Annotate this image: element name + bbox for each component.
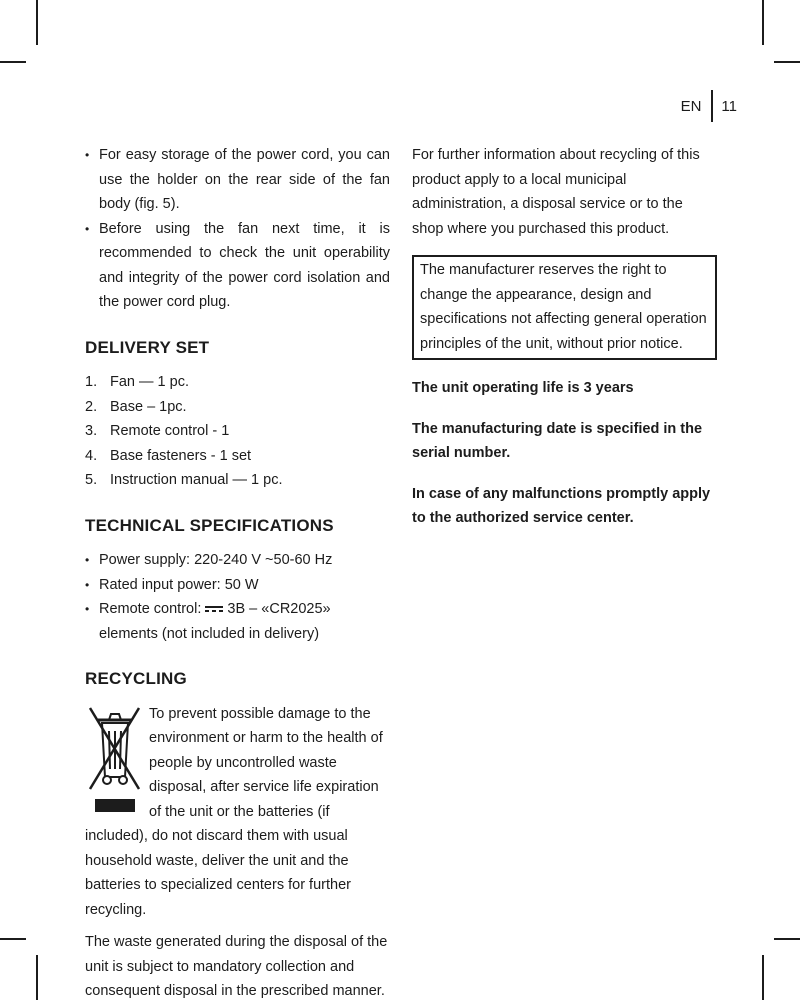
item-text: Base fasteners - 1 set [110, 447, 252, 464]
crop-mark [36, 955, 38, 1000]
recycling-paragraph: To prevent possible damage to the environment or harm to the health of people by uncontrolled waste disposal, after service life expiration of the unit or the batteries (if included), do not discard them with usual household waste, deliver the unit and the batteries to specialized centers for further recycling. [85, 705, 383, 918]
recycling-section [85, 702, 390, 923]
specifications-list [85, 548, 390, 646]
list-item [85, 370, 390, 395]
crop-mark [774, 61, 800, 63]
malfunctions-text: In case of any malfunctions promptly apply to the authorized service center. [412, 485, 711, 526]
recycling-heading: RECYCLING [85, 669, 187, 688]
crossed-out-bin-icon [85, 703, 143, 818]
item-number: 4. [85, 447, 98, 464]
list-item [85, 395, 390, 420]
dc-symbol-icon [205, 605, 223, 613]
list-item [85, 597, 390, 646]
item-number: 1. [85, 374, 98, 390]
item-number: 3. [85, 423, 98, 439]
delivery-set-list [85, 370, 390, 493]
intro-bullet-list [85, 143, 390, 315]
item-number: 5. [85, 472, 98, 488]
item-text: Base – 1pc. [110, 398, 187, 415]
crop-mark [36, 0, 38, 45]
remote-control-label: Remote control: [99, 601, 202, 617]
crop-mark [774, 938, 800, 940]
technical-specifications-heading: TECHNICAL SPECIFICATIONS [85, 515, 334, 535]
crop-mark [0, 938, 26, 940]
recycling-info-paragraph: For further information about recycling of this product apply to a local municipal administration, a disposal service or to the shop where you purchased this product. [412, 147, 700, 237]
language-code: EN [680, 97, 702, 115]
list-item: • For easy storage of the power cord, you can use the holder on the rear side of the fan body (fig. 5). [85, 143, 390, 217]
crop-mark [762, 955, 764, 1000]
crop-mark [0, 61, 26, 63]
item-text: Instruction manual — 1 pc. [110, 472, 283, 488]
list-item [85, 444, 390, 469]
list-item [85, 419, 390, 444]
manufacturing-date-text: The manufacturing date is specified in the serial number. [412, 420, 703, 461]
page-number: 11 [721, 97, 737, 115]
remote-control-value: 3B – «CR2025» elements (not included in delivery) [99, 601, 331, 642]
list-item: • Power supply: 220-240 V ~50-60 Hz [85, 548, 390, 573]
right-column [412, 143, 717, 531]
list-item: • Before using the fan next time, it is recommended to check the unit operability and integrity of the power cord isolation and the power cord plug. [85, 217, 390, 315]
delivery-set-heading: DELIVERY SET [85, 337, 210, 357]
header-divider [711, 90, 713, 122]
left-column [85, 143, 390, 1004]
crop-mark [762, 0, 764, 45]
item-text: Remote control - 1 [110, 423, 230, 439]
manufacturer-notice-text: The manufacturer reserves the right to change the appearance, design and specifications not affecting general operation principles of the unit, without prior notice. [420, 262, 707, 352]
list-item: • Rated input power: 50 W [85, 573, 390, 598]
waste-disposal-paragraph: The waste generated during the disposal of the unit is subject to mandatory collection and consequent disposal in the prescribed manner. [85, 934, 388, 999]
item-text: Fan — 1 pc. [110, 374, 189, 390]
page-header [681, 90, 737, 122]
item-number: 2. [85, 398, 98, 415]
list-item [85, 468, 390, 493]
operating-life-text: The unit operating life is 3 years [412, 380, 634, 396]
manufacturer-notice-box [412, 255, 717, 360]
